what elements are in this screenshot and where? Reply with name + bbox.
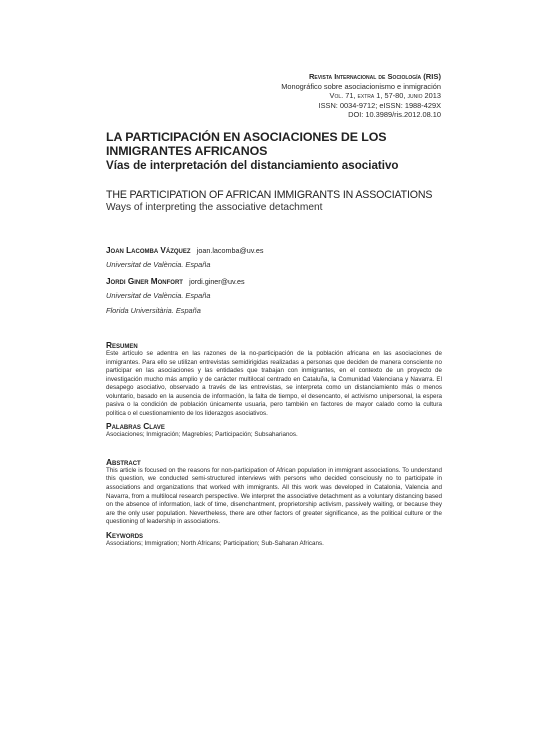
author-email[interactable]: jordi.giner@uv.es <box>189 277 245 286</box>
author-entry <box>106 277 446 316</box>
author-affiliation: Florida Universitària. España <box>106 306 201 315</box>
author-name: Joan Lacomba Vázquez <box>106 246 191 255</box>
author-entry <box>106 246 446 270</box>
resumen-heading: Resumen <box>106 340 138 350</box>
title-english: THE PARTICIPATION OF AFRICAN IMMIGRANTS IN ASSOCIATIONS <box>106 189 433 201</box>
issue-info: Vol. 71, extra 1, 57-80, junio 2013 <box>329 91 441 101</box>
palabras-clave-heading: Palabras Clave <box>106 421 165 432</box>
author-affiliation: Universitat de València. España <box>106 260 211 269</box>
authors-block <box>106 246 446 316</box>
resumen-text: Este artículo se adentra en las razones de la no-participación de la población africana en las asociaciones de inmigrantes. Para ello se utilizan entrevistas semidirigidas realizadas a personas que deciden de manera consciente no participar en las asociaciones y las entidades que trabajan con inmigrantes, en el contexto de un proyecto de investigación mucho más amplio y de carácter multilocal centrado en Cataluña, la Comunidad Valenciana y Navarra. El desapego asociativo, observado a través de las entrevistas, se interpreta como un distanciamiento más o menos voluntario, basado en la ausencia de información, la falta de tiempo, el desencanto, el activismo unipersonal, la espera pasiva o la condición de población únicamente usuaria, pero también en factores de mayor calado como la cultura política o el cuestionamiento de los liderazgos asociativos. <box>106 350 442 417</box>
doi: DOI: 10.3989/ris.2012.08.10 <box>348 110 441 120</box>
subtitle-spanish: Vías de interpretación del distanciamiento asociativo <box>106 159 399 172</box>
subtitle-english: Ways of interpreting the associative detachment <box>106 202 323 213</box>
author-affiliation: Universitat de València. España <box>106 291 211 300</box>
title-spanish: LA PARTICIPACIÓN EN ASOCIACIONES DE LOS INMIGRANTES AFRICANOS <box>106 130 387 158</box>
abstract-heading: Abstract <box>106 456 141 467</box>
issn: ISSN: 0034-9712; eISSN: 1988-429X <box>318 100 441 110</box>
author-name: Jordi Giner Monfort <box>106 277 183 286</box>
palabras-clave-text: Asociaciones; Inmigración; Magrebíes; Participación; Subsaharianos. <box>106 431 298 439</box>
journal-header <box>281 72 441 120</box>
abstract-text: This article is focused on the reasons for non-participation of African population in immigrant associations. To understand this question, we conducted semi-structured interviews with persons who decided consciously no to participate in associations and organizations that worked with immigrants. All this work was developed in Catalonia, Valencia and Navarra, from a multilocal research perspective. We interpret the associative detachment as a voluntary distancing based on the absence of information, lack of time, disenchantment, proprietorship activism, passively waiting, or because they are the only user population. Nevertheless, there are other factors of greater significance, as the political culture or the questioning of leadership in associations. <box>106 466 442 526</box>
author-email[interactable]: joan.lacomba@uv.es <box>196 246 264 255</box>
journal-name: Revista Internacional de Sociología (RIS) <box>308 72 441 81</box>
titles-block <box>106 130 446 214</box>
keywords-heading: Keywords <box>106 529 144 540</box>
monograph-title: Monográfico sobre asociacionismo e inmigración <box>281 81 441 91</box>
abstracts-block <box>106 340 442 548</box>
keywords-text: Associations; Immigration; North Africans; Participation; Sub-Saharan Africans. <box>106 539 324 547</box>
